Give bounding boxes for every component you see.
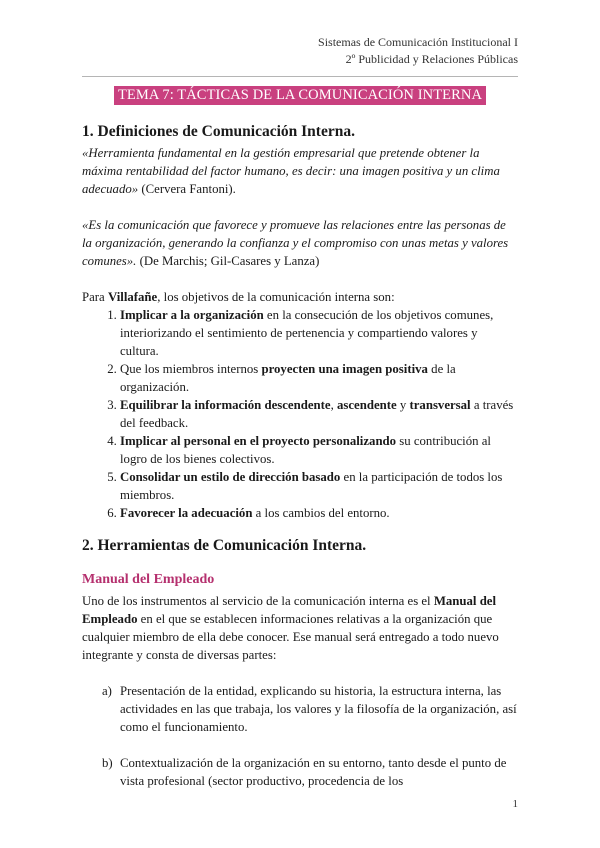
objective-text: su contribución al logro de los bienes colectivos. (120, 434, 491, 466)
objective-text: en la consecución de los objetivos comunes, interiorizando el sentimiento de pertenencia y compartiendo valores y cultura. (120, 308, 494, 358)
definition-quote (82, 216, 518, 270)
objective-text: y (396, 398, 410, 412)
manual-paragraph (82, 592, 518, 664)
page-header (318, 34, 518, 68)
list-item (82, 754, 518, 790)
objective-text: Que los miembros internos (120, 362, 262, 376)
quote-author: (De Marchis; Gil-Casares y Lanza) (136, 254, 320, 268)
quote-text: «Es la comunicación que favorece y promueve las relaciones entre las personas de la organización, generando la confianza y el compromiso con unas metas y valores comunes». (82, 218, 509, 268)
paragraph-text: en el que se establecen informaciones relativas a la organización que cualquier miembro de ella debe conocer. Ese manual será entregado a todo nuevo integrante y consta de diversas partes: (82, 612, 499, 662)
page-number: 1 (512, 798, 518, 810)
quote-text: «Herramienta fundamental en la gestión empresarial que pretende obtener la máxima rentabilidad del factor humano, es decir: una imagen positiva y un clima adecuado» (82, 146, 500, 196)
header-course: Sistemas de Comunicación Institucional I (318, 35, 518, 49)
list-item (82, 682, 518, 736)
objectives-intro (82, 288, 518, 306)
objective-bold: Consolidar un estilo de dirección basado (120, 470, 341, 484)
objective-text: de la organización. (120, 362, 456, 394)
list-item (120, 360, 518, 396)
quote-author: (Cervera Fantoni). (138, 182, 236, 196)
objective-text: en la participación de todos los miembros. (120, 470, 503, 502)
intro-text: Para (82, 290, 108, 304)
objective-bold: Equilibrar la información descendente (120, 398, 331, 412)
definition-quote (82, 144, 518, 198)
objectives-list (82, 306, 518, 522)
objective-bold: ascendente (336, 398, 397, 412)
objective-bold: Implicar al personal en el proyecto personalizando (120, 434, 397, 448)
item-label: a) (102, 684, 112, 698)
objective-text: a los cambios del entorno. (252, 506, 390, 520)
item-label: b) (102, 756, 113, 770)
list-item (120, 432, 518, 468)
manual-parts-list (82, 682, 518, 790)
paragraph-bold: Manual del Empleado (82, 594, 497, 626)
spacer (82, 270, 518, 288)
list-item (120, 468, 518, 504)
item-text: Presentación de la entidad, explicando su historia, la estructura interna, las actividades en las que trabaja, los valores y la filosofía de la organización, así como el funcionamiento. (120, 684, 517, 734)
objective-bold: proyecten una imagen positiva (261, 362, 428, 376)
subheading-manual: Manual del Empleado (82, 572, 215, 587)
author-name: Villafañe (107, 290, 158, 304)
header-divider (82, 76, 518, 77)
section-heading-definitions: 1. Definiciones de Comunicación Interna. (82, 123, 355, 140)
objective-bold: Favorecer la adecuación (120, 506, 253, 520)
list-item (120, 396, 518, 432)
section-heading-tools: 2. Herramientas de Comunicación Interna. (82, 537, 367, 554)
spacer (82, 198, 518, 216)
title-wrapper (0, 86, 600, 105)
header-degree: 2º Publicidad y Relaciones Públicas (345, 52, 518, 66)
objective-bold: transversal (409, 398, 471, 412)
objective-text: a través del feedback. (120, 398, 514, 430)
topic-title: TEMA 7: TÁCTICAS DE LA COMUNICACIÓN INTERNA (114, 86, 486, 105)
spacer (82, 664, 518, 682)
item-text: Contextualización de la organización en su entorno, tanto desde el punto de vista profesional (sector productivo, procedencia de los (120, 756, 507, 788)
paragraph-text: Uno de los instrumentos al servicio de la comunicación interna es el (82, 594, 434, 608)
document-body (82, 122, 518, 790)
list-item (120, 306, 518, 360)
list-item (120, 504, 518, 522)
intro-text: , los objetivos de la comunicación interna son: (157, 290, 395, 304)
objective-text: , (330, 398, 337, 412)
objective-bold: Implicar a la organización (120, 308, 264, 322)
